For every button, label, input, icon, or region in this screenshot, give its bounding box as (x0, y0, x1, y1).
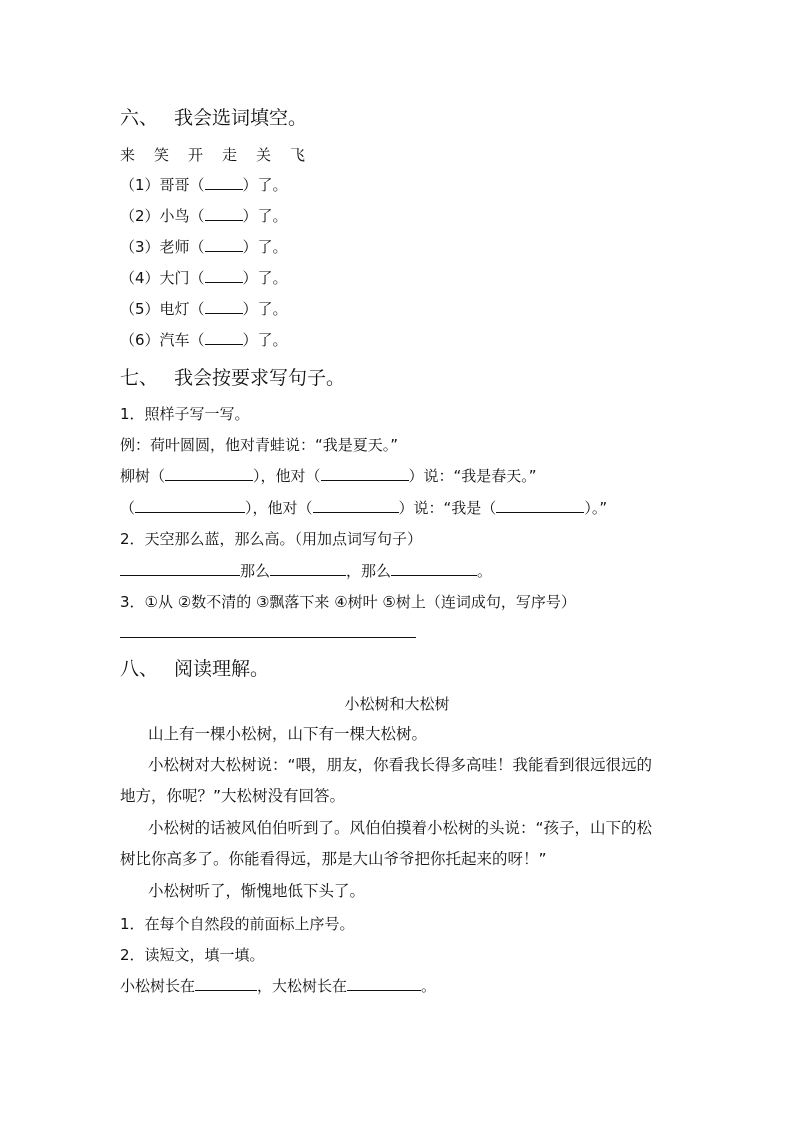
fill-item-6: （6）汽车（ ）了。 (120, 331, 288, 349)
answer-blank[interactable] (391, 561, 477, 576)
story-paragraph-3: 小松树的话被风伯伯听到了。风伯伯摸着小松树的头说：“孩子，山下的松树比你高多了。你能看得远，那是大山爷爷把你托起来的呀！” (120, 819, 653, 868)
answer-blank[interactable] (347, 976, 421, 991)
answer-blank[interactable] (205, 268, 243, 283)
answer-blank[interactable] (195, 976, 257, 991)
reading-question-1: 1．在每个自然段的前面标上序号。 (120, 915, 355, 933)
example-sentence: 例：荷叶圆圆，他对青蛙说：“我是夏天。” (120, 436, 399, 454)
story-title: 小松树和大松树 (344, 695, 450, 713)
story-paragraph-1: 山上有一棵小松树，山下有一棵大松树。 (148, 725, 428, 743)
answer-blank[interactable] (321, 466, 409, 481)
fill-item-5: （5）电灯（ ）了。 (120, 300, 288, 318)
answer-blank[interactable] (205, 175, 243, 190)
answer-blank[interactable] (270, 561, 346, 576)
fill-item-3: （3）老师（ ）了。 (120, 238, 288, 256)
section-title: 我会按要求写句子。 (174, 367, 346, 389)
reading-question-2-answer-line: 小松树长在 ，大松树长在 。 (120, 977, 437, 995)
answer-blank[interactable] (313, 498, 399, 513)
sentence-line-2: （ ），他对（ ）说：“我是（ ）。” (120, 499, 608, 517)
question-1: 1．照样子写一写。 (120, 405, 250, 423)
answer-blank[interactable] (205, 299, 243, 314)
section-seven-heading (120, 366, 345, 390)
answer-blank[interactable] (135, 498, 245, 513)
section-eight-heading (120, 657, 269, 681)
reading-question-2: 2．读短文，填一填。 (120, 946, 265, 964)
answer-blank[interactable] (496, 498, 584, 513)
answer-blank[interactable] (205, 206, 243, 221)
section-title: 阅读理解。 (174, 658, 270, 680)
fill-item-2: （2）小鸟（ ）了。 (120, 207, 288, 225)
sentence-line-1: 柳树（ ），他对（ ）说：“我是春天。” (120, 467, 537, 485)
word-bank: 来 笑 开 走 关 飞 (120, 146, 308, 164)
answer-blank[interactable] (205, 330, 243, 345)
story-paragraph-4: 小松树听了，惭愧地低下头了。 (148, 882, 366, 900)
fill-item-4: （4）大门（ ）了。 (120, 269, 288, 287)
answer-blank[interactable] (165, 466, 253, 481)
question-3: 3．①从 ②数不清的 ③飘落下来 ④树叶 ⑤树上（连词成句，写序号） (120, 593, 576, 611)
answer-blank[interactable] (120, 561, 240, 576)
question-2: 2．天空那么蓝，那么高。（用加点词写句子） (120, 530, 423, 548)
section-six-heading (120, 106, 307, 130)
section-number: 八、 (120, 658, 159, 680)
fill-item-1: （1）哥哥（ ）了。 (120, 176, 288, 194)
section-number: 六、 (120, 107, 159, 129)
answer-blank[interactable] (205, 237, 243, 252)
story-paragraph-2: 小松树对大松树说：“喂，朋友，你看我长得多高哇！我能看到很远很远的地方，你呢？”大松树没有回答。 (120, 756, 653, 805)
question-2-answer-line: 那么 ，那么 。 (120, 561, 492, 581)
section-title: 我会选词填空。 (174, 107, 308, 129)
question-3-answer-line[interactable] (120, 637, 416, 638)
section-number: 七、 (120, 367, 159, 389)
